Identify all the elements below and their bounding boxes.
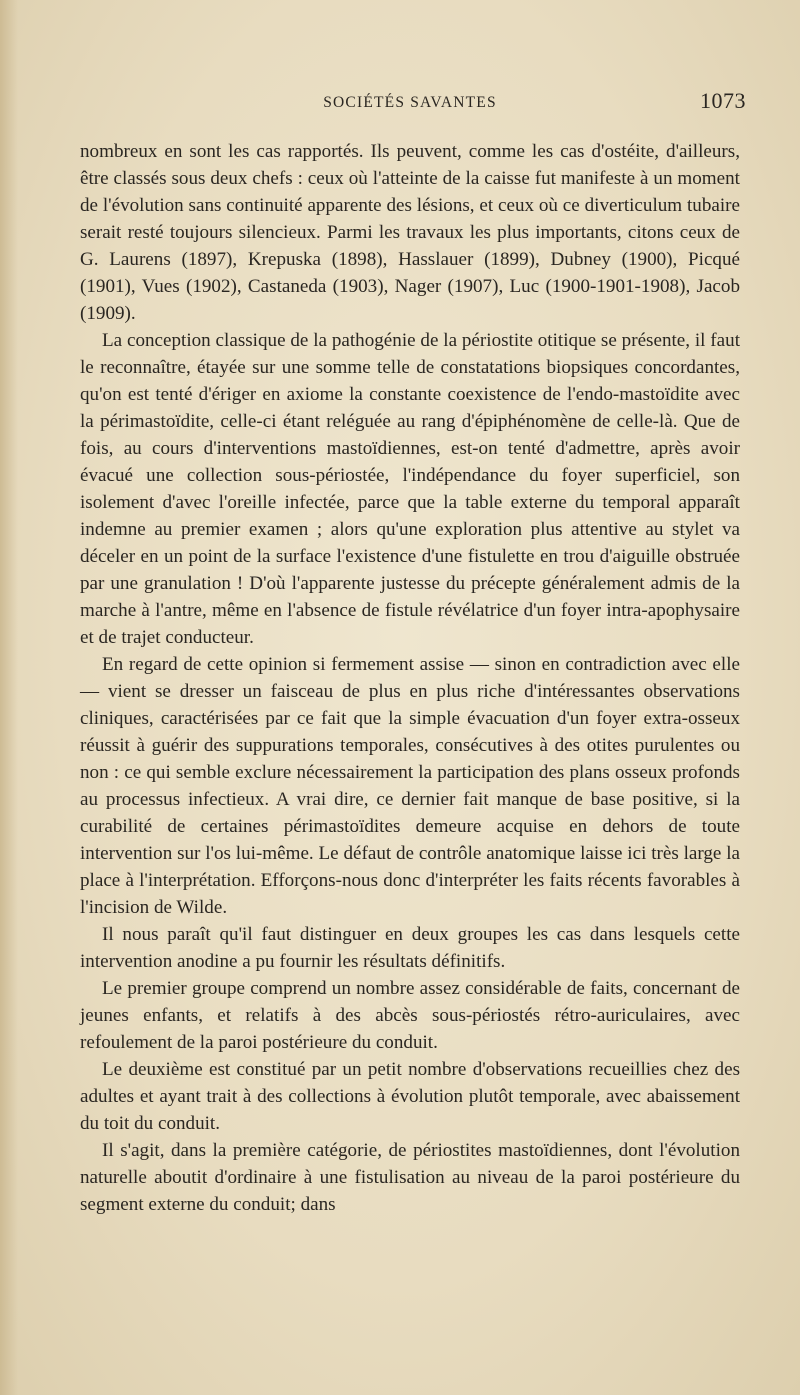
paragraph-2: La conception classique de la pathogénie de la périostite otitique se présente, il faut le reconnaître, étayée sur une somme telle de constatations biopsiques concordantes, qu'on est tenté d'ériger en axiome la constante coexistence de l'endo-mastoïdite avec la périmastoïdite, celle-ci étant reléguée au rang d'épiphénomène de celle-là. Que de fois, au cours d'interventions mastoïdiennes, est-on tenté d'admettre, après avoir évacué une collection sous-périostée, l'indépendance du foyer superficiel, son isolement d'avec l'oreille infectée, parce que la table externe du temporal apparaît indemne au premier examen ; alors qu'une exploration plus attentive au stylet va déceler en un point de la surface l'existence d'une fistulette en trou d'aiguille obstruée par une granulation ! D'où l'apparente justesse du précepte généralement admis de la marche à l'antre, même en l'absence de fistule révélatrice d'un foyer intra-apophysaire et de trajet conducteur.	[80, 330, 740, 648]
paragraph-4: Il nous paraît qu'il faut distinguer en deux groupes les cas dans lesquels cette intervention anodine a pu fournir les résultats définitifs.	[80, 924, 740, 972]
paragraph-7: Il s'agit, dans la première catégorie, de périostites mastoïdiennes, dont l'évolution naturelle aboutit d'ordinaire à une fistulisation au niveau de la paroi postérieure du segment externe du conduit; dans	[80, 1140, 740, 1215]
page-number: 1073	[700, 88, 746, 113]
running-head: SOCIÉTÉS SAVANTES	[323, 94, 497, 111]
paragraph-3: En regard de cette opinion si fermement assise — sinon en contradiction avec elle — vient se dresser un faisceau de plus en plus riche d'intéressantes observations cliniques, caractérisées par ce fait que la simple évacuation d'un foyer extra-osseux réussit à guérir des suppurations temporales, consécutives à des otites purulentes ou non : ce qui semble exclure nécessairement la participation des plans osseux profonds au processus infectieux. A vrai dire, ce dernier fait manque de base positive, si la curabilité de certaines périmastoïdites demeure acquise en dehors de toute intervention sur l'os lui-même. Le défaut de contrôle anatomique laisse ici très large la place à l'interprétation. Efforçons-nous donc d'interpréter les faits récents favorables à l'incision de Wilde.	[80, 654, 740, 918]
page-edge-shadow	[0, 0, 18, 1395]
body-text	[80, 138, 740, 1218]
paragraph-6: Le deuxième est constitué par un petit nombre d'observations recueillies chez des adultes et ayant trait à des collections à évolution plutôt temporale, avec abaissement du toit du conduit.	[80, 1059, 740, 1134]
paragraph-5: Le premier groupe comprend un nombre assez considérable de faits, concernant de jeunes enfants, et relatifs à des abcès sous-périostés rétro-auriculaires, avec refoulement de la paroi postérieure du conduit.	[80, 978, 740, 1053]
paragraph-1: nombreux en sont les cas rapportés. Ils peuvent, comme les cas d'ostéite, d'ailleurs, être classés sous deux chefs : ceux où l'atteinte de la caisse fut manifeste à un moment de l'évolution sans continuité apparente des lésions, et ceux où ce diverticulum tubaire serait resté toujours silencieux. Parmi les travaux les plus importants, citons ceux de G. Laurens (1897), Krepuska (1898), Hasslauer (1899), Dubney (1900), Picqué (1901), Vues (1902), Castaneda (1903), Nager (1907), Luc (1900-1901-1908), Jacob (1909).	[80, 141, 740, 324]
page-header	[80, 88, 746, 116]
